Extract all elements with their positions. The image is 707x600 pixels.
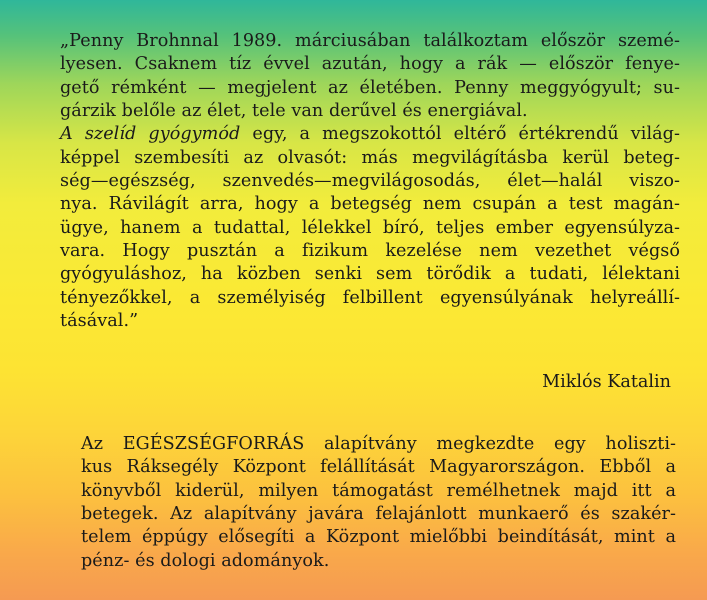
foundation-paragraph [81, 433, 676, 573]
book-title: A szelíd gyógymód [60, 124, 241, 145]
quote-line: gárzik belőle az élet, tele van derűvel és energiával. [60, 101, 528, 122]
quote-line: nya. Rávilágít arra, hogy a betegség nem csupán a test magán- [60, 194, 680, 215]
foundation-line: pénz- és dologi adományok. [81, 550, 330, 571]
quote-block [60, 30, 680, 333]
quote-line-rest: egy, a megszokottól eltérő értékrendű világ- [240, 124, 680, 145]
quote-line: „Penny Brohnnal 1989. márciusában találkoztam először szemé- [60, 31, 680, 51]
quote-line: vara. Hogy pusztán a fizikum kezelése nem vezethet végső [60, 241, 680, 262]
quote-line: ség—egészség, szenvedés—megvilágosodás, élet—halál viszo- [60, 171, 680, 192]
quote-line: gyógyuláshoz, ha közben senki sem törődik a tudati, lélektani [60, 264, 680, 285]
quote-author: Miklós Katalin [542, 372, 671, 392]
quote-line: tásával.” [60, 311, 139, 332]
quote-line: képpel szembesíti az olvasót: más megvilágításba kerül beteg- [60, 147, 680, 168]
quote-line: lyesen. Csaknem tíz évvel azután, hogy a rák — először fenye- [60, 54, 680, 75]
foundation-line: Az EGÉSZSÉGFORRÁS alapítvány megkezdte egy holiszti- [81, 434, 676, 454]
quote-line: gető rémként — megjelent az életében. Penny meggyógyult; su- [60, 77, 680, 98]
foundation-line: telem éppúgy elősegíti a Központ mielőbbi beindítását, mint a [81, 527, 676, 548]
foundation-line: könyvből kiderül, milyen támogatást remélhetnek majd itt a [81, 480, 676, 501]
quote-line-with-title [60, 123, 680, 146]
quote-line: ügye, hanem a tudattal, lélekkel bíró, teljes ember egyensúlyza- [60, 217, 680, 238]
foundation-line: betegek. Az alapítvány javára felajánlott munkaerő és szakér- [81, 504, 676, 525]
foundation-line: kus Ráksegély Központ felállítását Magyarországon. Ebből a [81, 457, 676, 478]
quote-line: tényezőkkel, a személyiség felbillent egyensúlyának helyreállí- [60, 287, 680, 308]
